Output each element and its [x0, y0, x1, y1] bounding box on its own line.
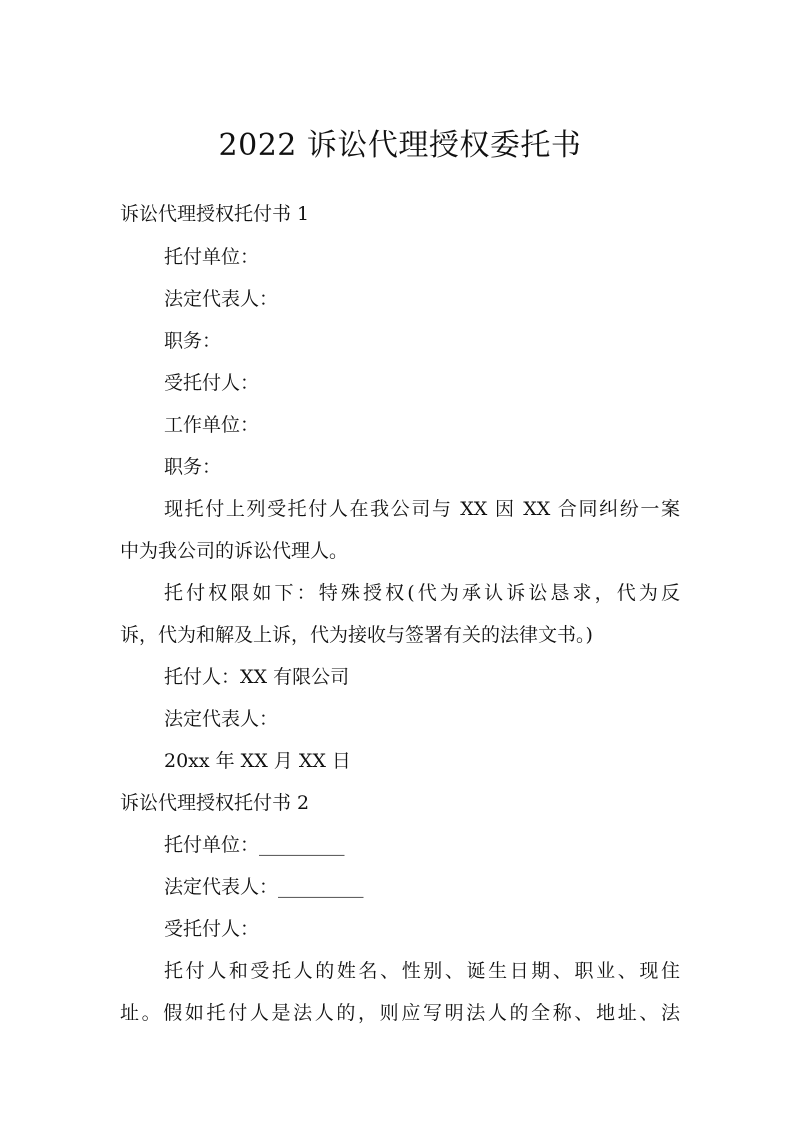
- field-agent: 受托付人：: [164, 372, 260, 394]
- field-legal-representative-blank: 法定代表人：_________: [164, 876, 364, 898]
- paragraph-parties-line-2: 址。假如托付人是法人的，则应写明法人的全称、地址、法: [120, 1002, 680, 1024]
- field-legal-representative: 法定代表人：: [164, 288, 279, 310]
- paragraph-parties-line-1: 托付人和受托人的姓名、性别、诞生日期、职业、现住: [164, 960, 680, 982]
- paragraph-authority-line-2: 诉，代为和解及上诉，代为接收与签署有关的法律文书。): [120, 624, 593, 646]
- section-heading-1: 诉讼代理授权托付书 1: [120, 203, 310, 225]
- document-title: 2022 诉讼代理授权委托书: [218, 128, 582, 163]
- field-position: 职务：: [164, 330, 222, 352]
- document-date: 20xx 年 XX 月 XX 日: [164, 750, 351, 772]
- field-agent-2: 受托付人：: [164, 918, 260, 940]
- field-entrusting-unit: 托付单位：: [164, 246, 260, 268]
- field-work-unit: 工作单位：: [164, 414, 260, 436]
- paragraph-entrustment-line-1: 现托付上列受托付人在我公司与 XX 因 XX 合同纠纷一案: [164, 498, 680, 520]
- paragraph-entrustment-line-2: 中为我公司的诉讼代理人。: [120, 540, 349, 562]
- principal-signature: 托付人：XX 有限公司: [164, 666, 350, 688]
- section-heading-2: 诉讼代理授权托付书 2: [120, 792, 310, 814]
- field-agent-position: 职务：: [164, 456, 222, 478]
- field-entrusting-unit-blank: 托付单位：_________: [164, 834, 345, 856]
- legal-representative-signature: 法定代表人：: [164, 708, 279, 730]
- paragraph-authority-line-1: 托付权限如下：特殊授权(代为承认诉讼恳求，代为反: [164, 582, 680, 604]
